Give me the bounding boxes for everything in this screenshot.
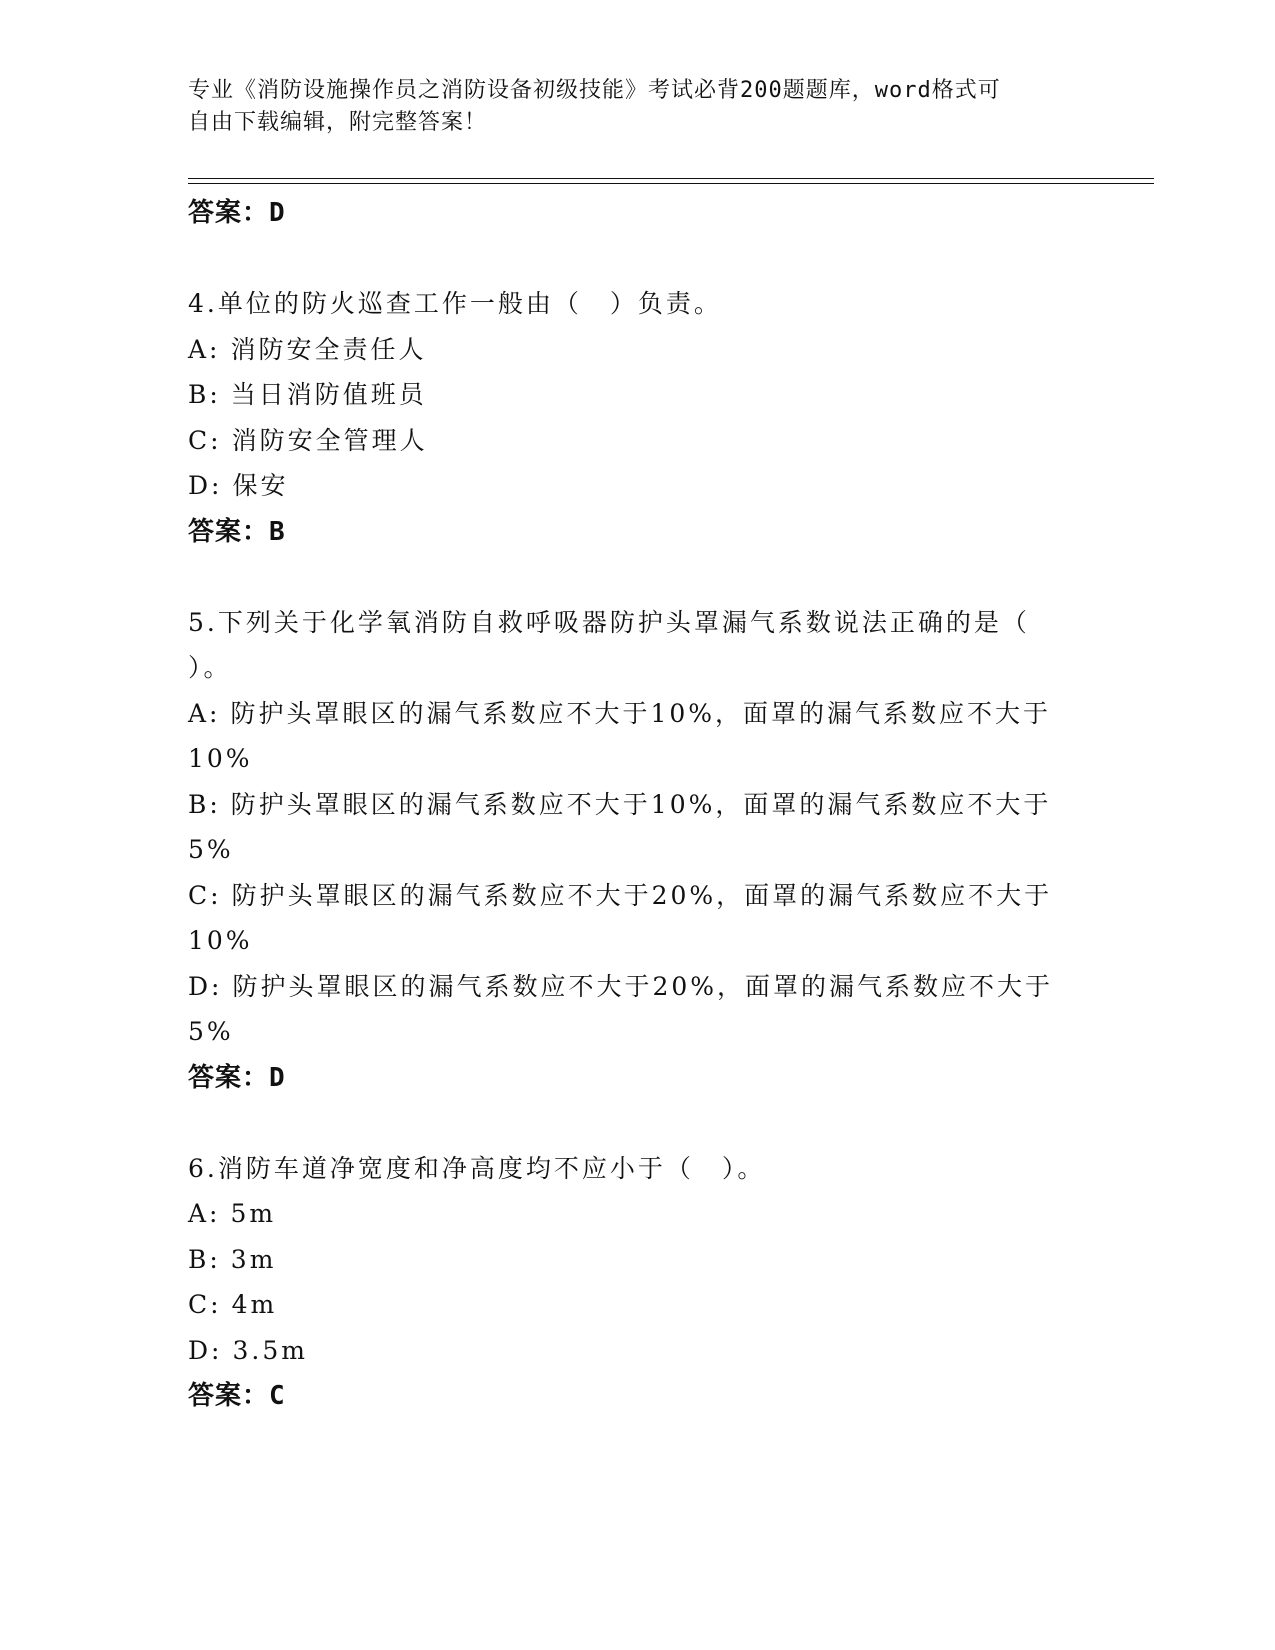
option-text: 防护头罩眼区的漏气系数应不大于20%，面罩的漏气系数应不大于 <box>231 880 1053 910</box>
option-a <box>188 327 1068 373</box>
option-d-continued: 5% <box>188 1017 234 1046</box>
option-text: 5m <box>230 1199 277 1228</box>
question-stem: 4.单位的防火巡查工作一般由（ ）负责。 <box>188 289 722 318</box>
option-text: 消防安全管理人 <box>231 425 428 455</box>
question-5 <box>188 600 1068 1101</box>
option-text: 防护头罩眼区的漏气系数应不大于10%，面罩的漏气系数应不大于 <box>230 698 1052 728</box>
header-divider-secondary <box>188 183 1154 184</box>
answer-label: 答案： <box>188 198 270 228</box>
option-label: A: <box>188 698 221 728</box>
option-text: 保安 <box>232 471 289 500</box>
option-label: D: <box>188 471 223 500</box>
option-text: 防护头罩眼区的漏气系数应不大于20%，面罩的漏气系数应不大于 <box>232 971 1054 1001</box>
header-line-2: 自由下载编辑，附完整答案！ <box>188 110 488 135</box>
option-a <box>188 1191 1068 1237</box>
option-text: 防护头罩眼区的漏气系数应不大于10%，面罩的漏气系数应不大于 <box>230 789 1052 819</box>
answer-value: B <box>269 516 286 547</box>
option-label: D: <box>188 1335 223 1365</box>
header-line-1: 专业《消防设施操作员之消防设备初级技能》考试必背200题题库，word格式可 <box>188 78 1001 103</box>
question-6 <box>188 1146 1068 1420</box>
option-b <box>188 1237 1068 1283</box>
option-c <box>188 1282 1068 1328</box>
answer-label: 答案： <box>188 1062 270 1093</box>
option-b <box>188 782 1068 828</box>
option-text: 3m <box>230 1244 277 1274</box>
answer-value: D <box>269 1062 286 1093</box>
option-c-continued: 10% <box>188 926 253 955</box>
option-d <box>188 964 1068 1010</box>
option-d <box>188 1328 1068 1374</box>
option-text: 当日消防值班员 <box>230 380 427 409</box>
option-label: D: <box>188 971 223 1001</box>
option-b-continued: 5% <box>188 835 234 864</box>
answer-line <box>188 1055 1068 1101</box>
option-label: A: <box>188 1199 221 1228</box>
option-text: 4m <box>231 1290 278 1319</box>
option-a <box>188 691 1068 737</box>
question-stem: 5.下列关于化学氧消防自救呼吸器防护头罩漏气系数说法正确的是（ <box>188 607 1030 637</box>
question-list <box>188 190 1068 1419</box>
option-text: 消防安全责任人 <box>230 334 427 364</box>
answer-value: C <box>269 1381 286 1411</box>
option-c <box>188 418 1068 464</box>
header-divider <box>188 178 1154 179</box>
option-label: B: <box>188 380 221 409</box>
question-stem: 6.消防车道净宽度和净高度均不应小于（ ）。 <box>188 1153 766 1183</box>
answer-line <box>188 509 1068 555</box>
answer-label: 答案： <box>188 516 270 547</box>
question-4 <box>188 281 1068 555</box>
option-a-continued: 10% <box>188 744 253 773</box>
option-d <box>188 463 1068 509</box>
option-label: C: <box>188 1290 222 1319</box>
answer-label: 答案： <box>188 1381 270 1411</box>
answer-line <box>188 190 1068 236</box>
option-label: B: <box>188 1244 221 1274</box>
option-label: A: <box>188 334 221 364</box>
option-c <box>188 873 1068 919</box>
option-label: B: <box>188 789 221 819</box>
answer-value: D <box>269 198 286 228</box>
answer-line <box>188 1373 1068 1419</box>
option-b <box>188 372 1068 418</box>
page-header <box>188 75 1068 139</box>
option-label: C: <box>188 425 222 455</box>
option-text: 3.5m <box>232 1335 308 1365</box>
option-label: C: <box>188 880 222 910</box>
question-stem-continued: ）。 <box>188 653 232 682</box>
